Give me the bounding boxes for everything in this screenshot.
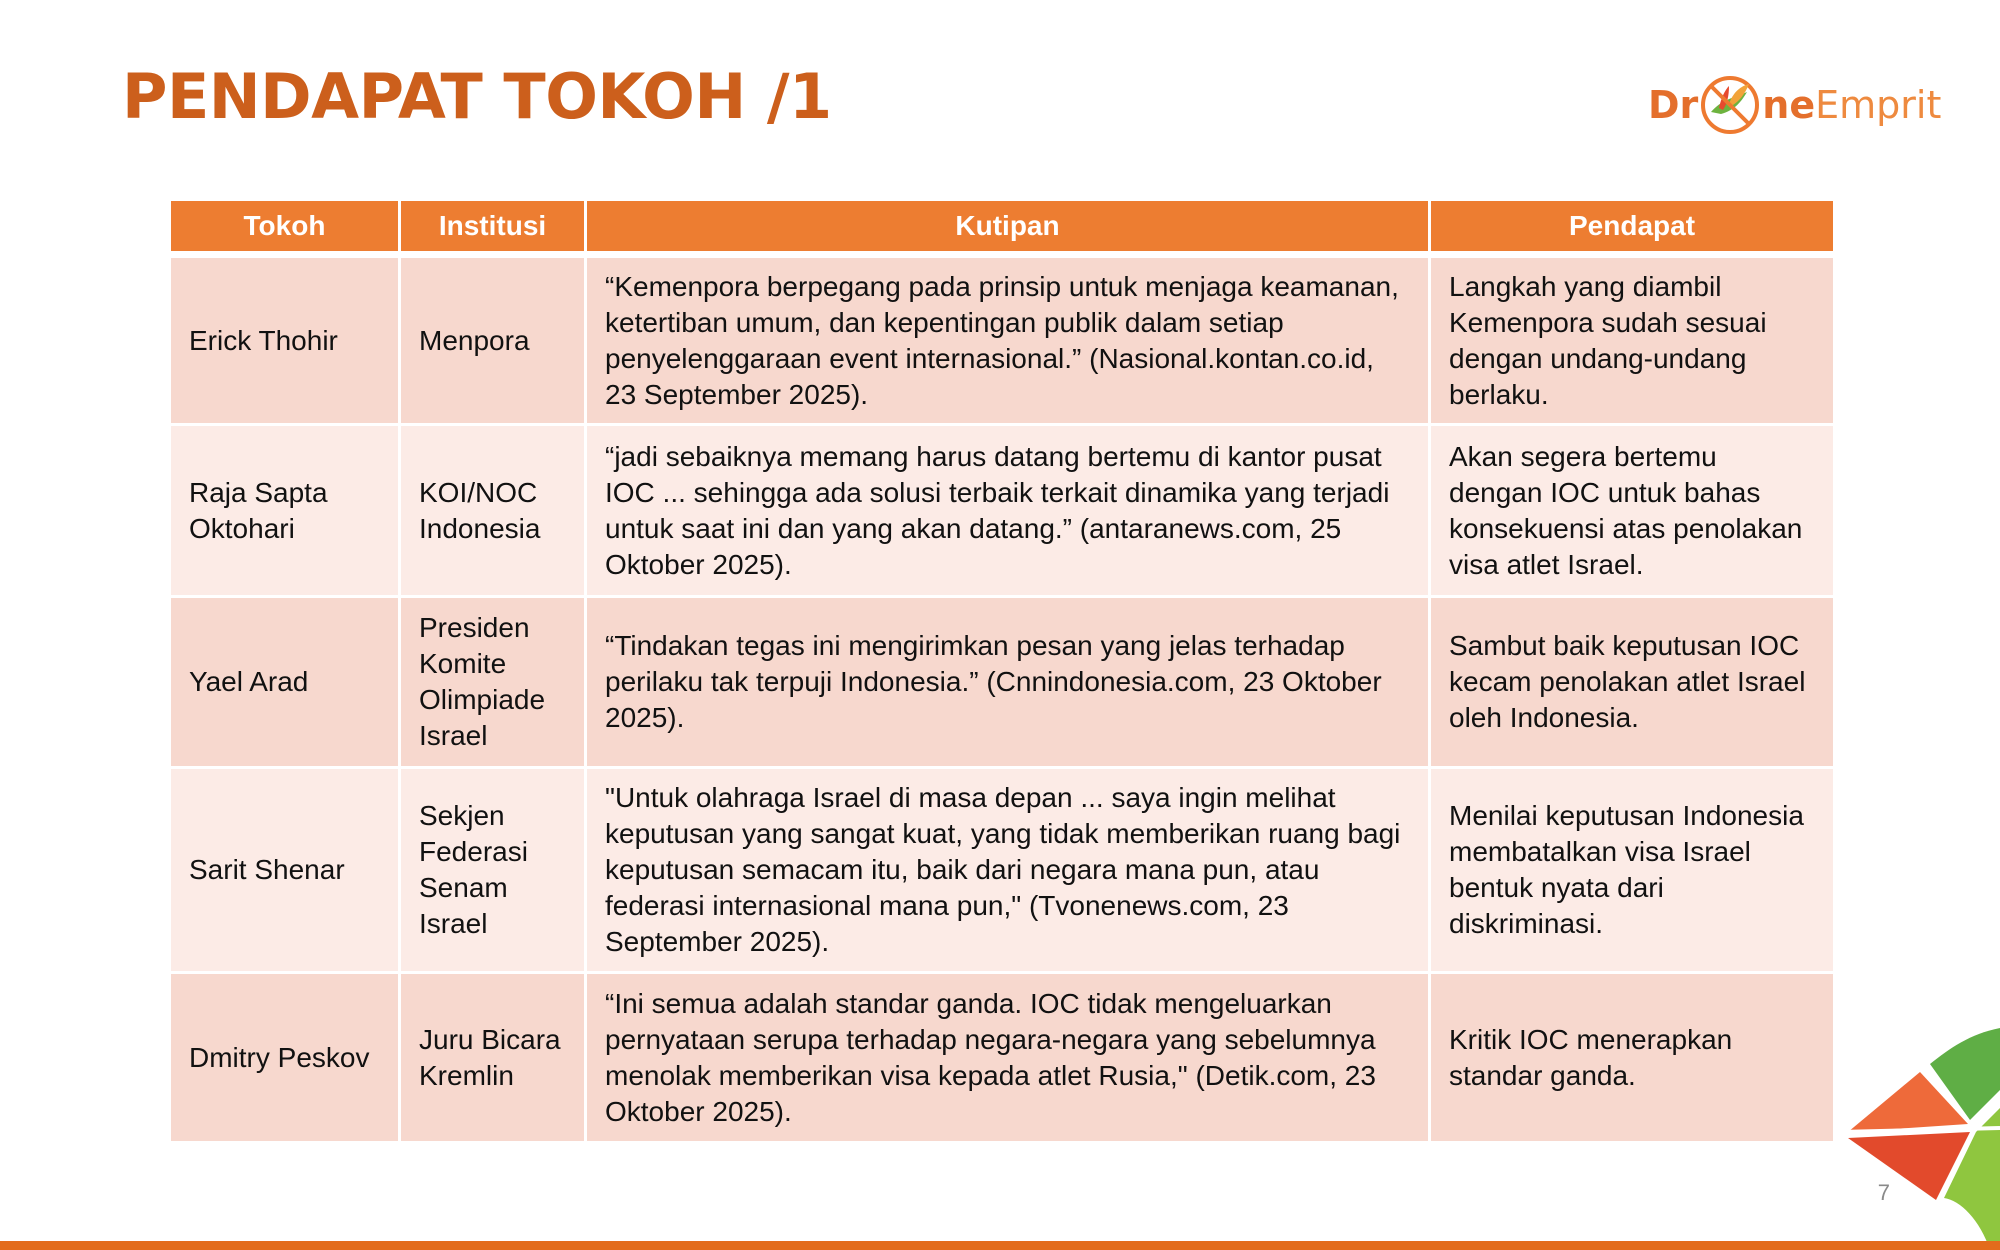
logo-text-ne: ne: [1762, 83, 1816, 127]
cell-institusi: KOI/NOC Indonesia: [400, 425, 586, 597]
cell-institusi: Menpora: [400, 255, 586, 425]
table-row: [170, 768, 1835, 973]
drone-emprit-bird-icon: [1699, 74, 1761, 136]
table-header-row: [170, 200, 1835, 255]
corner-decoration-graphic: [1840, 1020, 2000, 1250]
cell-tokoh: Raja Sapta Oktohari: [170, 425, 400, 597]
cell-institusi: Sekjen Federasi Senam Israel: [400, 768, 586, 973]
cell-institusi: Presiden Komite Olimpiade Israel: [400, 597, 586, 768]
header-tokoh: Tokoh: [170, 200, 400, 255]
cell-pendapat: Menilai keputusan Indonesia membatalkan visa Israel bentuk nyata dari diskriminasi.: [1430, 768, 1835, 973]
cell-pendapat: Langkah yang diambil Kemenpora sudah sesuai dengan undang-undang berlaku.: [1430, 255, 1835, 425]
cell-tokoh: Erick Thohir: [170, 255, 400, 425]
header-kutipan: Kutipan: [586, 200, 1430, 255]
page-title: PENDAPAT TOKOH /1: [122, 60, 832, 133]
table-row: [170, 973, 1835, 1143]
cell-institusi: Juru Bicara Kremlin: [400, 973, 586, 1143]
cell-tokoh: Yael Arad: [170, 597, 400, 768]
cell-kutipan: “Ini semua adalah standar ganda. IOC tidak mengeluarkan pernyataan serupa terhadap negara-negara yang sebelumnya menolak memberikan visa kepada atlet Rusia," (Detik.com, 23 Oktober 2025).: [586, 973, 1430, 1143]
cell-kutipan: “Kemenpora berpegang pada prinsip untuk menjaga keamanan, ketertiban umum, dan kepentingan publik dalam setiap penyelenggaraan event internasional.” (Nasional.kontan.co.id, 23 September 2025).: [586, 255, 1430, 425]
cell-tokoh: Sarit Shenar: [170, 768, 400, 973]
header-institusi: Institusi: [400, 200, 586, 255]
logo-text-dr: Dr: [1648, 83, 1699, 127]
table-row: [170, 425, 1835, 597]
header-pendapat: Pendapat: [1430, 200, 1835, 255]
cell-kutipan: "Untuk olahraga Israel di masa depan ... saya ingin melihat keputusan yang sangat kuat, yang tidak memberikan ruang bagi keputusan semacam itu, baik dari negara mana pun, atau federasi internasional mana pun," (Tvonenews.com, 23 September 2025).: [586, 768, 1430, 973]
table-row: [170, 597, 1835, 768]
opinion-table-container: [168, 198, 1833, 1144]
table-row: [170, 255, 1835, 425]
cell-kutipan: “jadi sebaiknya memang harus datang bertemu di kantor pusat IOC ... sehingga ada solusi terbaik terkait dinamika yang terjadi untuk saat ini dan yang akan datang.” (antaranews.com, 25 Oktober 2025).: [586, 425, 1430, 597]
cell-pendapat: Kritik IOC menerapkan standar ganda.: [1430, 973, 1835, 1143]
drone-emprit-logo: [1648, 68, 1941, 142]
bottom-accent-bar: [0, 1241, 2000, 1250]
cell-pendapat: Akan segera bertemu dengan IOC untuk bahas konsekuensi atas penolakan visa atlet Israel.: [1430, 425, 1835, 597]
logo-text-emprit: Emprit: [1815, 83, 1942, 127]
page-number: 7: [1877, 1180, 1890, 1205]
cell-pendapat: Sambut baik keputusan IOC kecam penolakan atlet Israel oleh Indonesia.: [1430, 597, 1835, 768]
opinion-table: [168, 198, 1836, 1144]
cell-tokoh: Dmitry Peskov: [170, 973, 400, 1143]
cell-kutipan: “Tindakan tegas ini mengirimkan pesan yang jelas terhadap perilaku tak terpuji Indonesia.” (Cnnindonesia.com, 23 Oktober 2025).: [586, 597, 1430, 768]
